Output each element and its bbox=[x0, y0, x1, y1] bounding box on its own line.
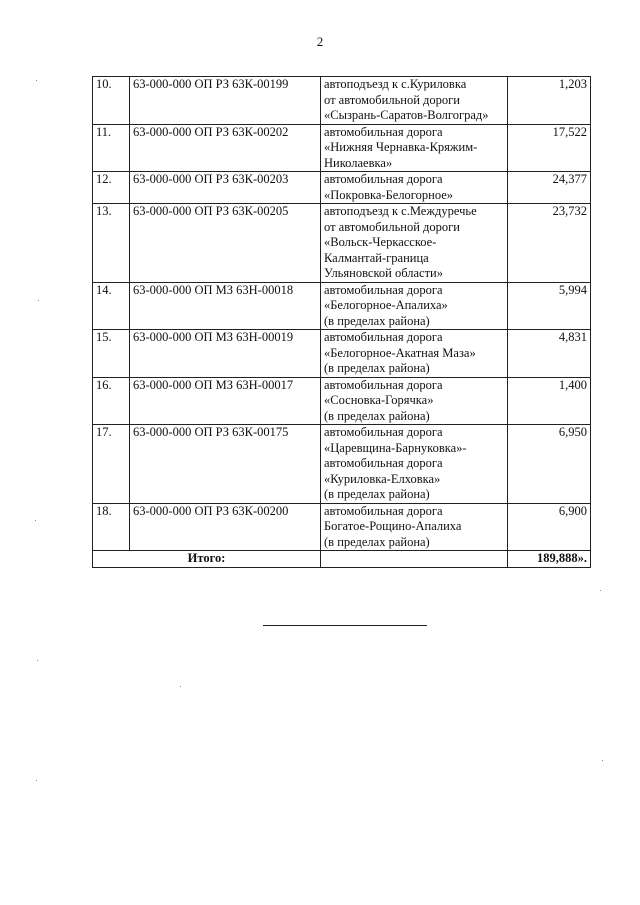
road-name bbox=[321, 282, 508, 330]
table-row bbox=[93, 330, 591, 378]
table-row bbox=[93, 172, 591, 204]
total-label: Итого: bbox=[93, 551, 321, 568]
road-code: 63-000-000 ОП МЗ 63Н-00019 bbox=[130, 330, 321, 378]
row-number: 11. bbox=[93, 124, 130, 172]
table-row bbox=[93, 204, 591, 283]
road-name bbox=[321, 425, 508, 504]
scan-speck bbox=[602, 760, 603, 761]
scan-speck bbox=[180, 686, 181, 687]
road-name-line: автомобильная дорога bbox=[324, 456, 443, 470]
row-number: 15. bbox=[93, 330, 130, 378]
road-name-line: автомобильная дорога bbox=[324, 425, 443, 439]
road-code: 63-000-000 ОП МЗ 63Н-00017 bbox=[130, 377, 321, 425]
row-number: 16. bbox=[93, 377, 130, 425]
roads-table bbox=[92, 76, 591, 568]
row-number: 10. bbox=[93, 77, 130, 125]
road-length: 17,522 bbox=[508, 124, 591, 172]
road-name bbox=[321, 503, 508, 551]
road-code: 63-000-000 ОП РЗ 63К-00203 bbox=[130, 172, 321, 204]
road-name-line: (в пределах района) bbox=[324, 487, 430, 501]
total-value: 189,888». bbox=[508, 551, 591, 568]
road-code: 63-000-000 ОП РЗ 63К-00199 bbox=[130, 77, 321, 125]
table-row bbox=[93, 282, 591, 330]
road-length: 6,950 bbox=[508, 425, 591, 504]
road-length: 6,900 bbox=[508, 503, 591, 551]
road-name-line: от автомобильной дороги bbox=[324, 92, 460, 107]
road-name bbox=[321, 172, 508, 204]
road-code: 63-000-000 ОП РЗ 63К-00200 bbox=[130, 503, 321, 551]
road-name-line: (в пределах района) bbox=[324, 313, 430, 328]
scan-speck bbox=[37, 660, 38, 661]
road-code: 63-000-000 ОП МЗ 63Н-00018 bbox=[130, 282, 321, 330]
scan-speck bbox=[36, 780, 37, 781]
road-name-line: «Белогорное-Акатная Маза» bbox=[324, 345, 476, 360]
road-length: 23,732 bbox=[508, 204, 591, 283]
table-row bbox=[93, 425, 591, 504]
road-code: 63-000-000 ОП РЗ 63К-00205 bbox=[130, 204, 321, 283]
row-number: 14. bbox=[93, 282, 130, 330]
road-name-line: автомобильная дорога bbox=[324, 282, 443, 297]
scan-speck bbox=[35, 520, 36, 521]
road-name-line: от автомобильной дороги bbox=[324, 219, 460, 234]
page-number: 2 bbox=[316, 34, 324, 49]
road-length: 1,203 bbox=[508, 77, 591, 125]
road-name-line: «Покровка-Белогорное» bbox=[324, 187, 454, 202]
road-name-line: (в пределах района) bbox=[324, 534, 430, 549]
road-length: 1,400 bbox=[508, 377, 591, 425]
road-length: 24,377 bbox=[508, 172, 591, 204]
road-name-line: автоподъезд к с.Куриловка bbox=[324, 77, 467, 91]
road-name bbox=[321, 124, 508, 172]
road-length: 5,994 bbox=[508, 282, 591, 330]
road-name-line: (в пределах района) bbox=[324, 361, 430, 375]
table-row bbox=[93, 503, 591, 551]
road-name-line: автомобильная дорога bbox=[324, 124, 443, 139]
road-name-line: автомобильная дорога bbox=[324, 330, 443, 344]
scan-speck bbox=[36, 80, 37, 81]
row-number: 13. bbox=[93, 204, 130, 283]
row-number: 17. bbox=[93, 425, 130, 504]
road-name-line: «Нижняя Чернавка-Кряжим- bbox=[324, 140, 478, 154]
row-number: 12. bbox=[93, 172, 130, 204]
road-name-line: Богатое-Рощино-Апалиха bbox=[324, 519, 462, 533]
total-empty-cell bbox=[321, 551, 508, 568]
road-name bbox=[321, 77, 508, 125]
road-name-line: Калмантай-граница bbox=[324, 250, 429, 265]
road-length: 4,831 bbox=[508, 330, 591, 378]
road-code: 63-000-000 ОП РЗ 63К-00202 bbox=[130, 124, 321, 172]
road-name-line: «Куриловка-Елховка» bbox=[324, 471, 441, 486]
table-row bbox=[93, 124, 591, 172]
table-row bbox=[93, 77, 591, 125]
road-name-line: автомобильная дорога bbox=[324, 503, 443, 518]
road-name-line: «Сызрань-Саратов-Волгоград» bbox=[324, 108, 489, 122]
road-name-line: «Сосновка-Горячка» bbox=[324, 393, 434, 407]
road-name bbox=[321, 377, 508, 425]
road-name-line: Николаевка» bbox=[324, 155, 393, 170]
road-name-line: автомобильная дорога bbox=[324, 377, 443, 392]
closing-rule bbox=[263, 625, 427, 626]
road-code: 63-000-000 ОП РЗ 63К-00175 bbox=[130, 425, 321, 504]
roads-table-body bbox=[93, 77, 591, 551]
row-number: 18. bbox=[93, 503, 130, 551]
road-name-line: «Белогорное-Апалиха» bbox=[324, 298, 448, 312]
road-name-line: «Вольск-Черкасское- bbox=[324, 235, 437, 249]
road-name-line: «Царевщина-Барнуковка»- bbox=[324, 440, 467, 455]
road-name bbox=[321, 330, 508, 378]
scan-speck bbox=[600, 590, 601, 591]
road-name-line: автомобильная дорога bbox=[324, 172, 443, 186]
road-name bbox=[321, 204, 508, 283]
road-name-line: (в пределах района) bbox=[324, 408, 430, 423]
road-name-line: Ульяновской области» bbox=[324, 266, 443, 280]
table-row bbox=[93, 377, 591, 425]
road-name-line: автоподъезд к с.Междуречье bbox=[324, 204, 477, 218]
total-row bbox=[93, 551, 591, 568]
scan-speck bbox=[38, 300, 39, 301]
